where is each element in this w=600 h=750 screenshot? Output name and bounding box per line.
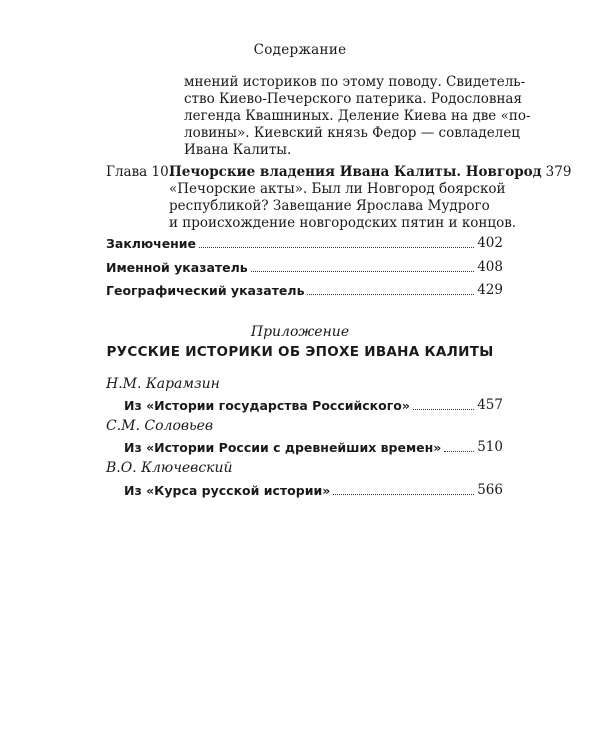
entry-title: Географический указатель	[106, 283, 305, 298]
description-line: легенда Квашниных. Деление Киева на две «по-	[184, 108, 531, 124]
running-head: Содержание	[253, 42, 347, 58]
toc-entry-conclusion	[106, 235, 503, 252]
work-page: 457	[477, 397, 503, 413]
chapter-number: Глава 10.	[106, 164, 173, 180]
dot-leader	[333, 482, 474, 495]
dot-leader	[413, 397, 474, 410]
description-line: «Печорские акты». Был ли Новгород боярской	[169, 181, 506, 197]
description-line: республикой? Завещание Ярослава Мудрого	[169, 198, 490, 214]
chapter-title: Печорские владения Ивана Калиты. Новгород	[169, 164, 542, 180]
dot-leader	[199, 235, 474, 248]
appendix-title: РУССКИЕ ИСТОРИКИ ОБ ЭПОХЕ ИВАНА КАЛИТЫ	[106, 344, 494, 360]
entry-title: Заключение	[106, 236, 197, 251]
description-line: ство Киево-Печерского патерика. Родословная	[184, 91, 523, 107]
chapter-page: 379	[545, 164, 572, 180]
work-klyuchevsky	[124, 482, 503, 499]
entry-page: 402	[477, 235, 503, 251]
author-soloviev: С.М. Соловьев	[106, 418, 214, 434]
description-line: и происхождение новгородских пятин и концов.	[169, 215, 517, 231]
entry-title: Именной указатель	[106, 260, 248, 275]
work-title: Из «Курса русской истории»	[124, 483, 331, 498]
chapter-10-entry	[106, 164, 572, 232]
appendix-label: Приложение	[250, 324, 350, 340]
work-soloviev	[124, 439, 503, 456]
toc-entry-geo-index	[106, 282, 503, 299]
dot-leader	[307, 282, 474, 295]
work-page: 510	[477, 439, 503, 455]
author-klyuchevsky: В.О. Ключевский	[106, 460, 233, 476]
entry-page: 408	[477, 259, 503, 275]
dot-leader	[444, 439, 474, 452]
description-line: мнений историков по этому поводу. Свидетель-	[184, 74, 526, 90]
dot-leader	[251, 259, 475, 272]
toc-entry-name-index	[106, 259, 503, 276]
work-title: Из «Истории России с древнейших времен»	[124, 440, 442, 455]
work-title: Из «Истории государства Российского»	[124, 398, 410, 413]
author-karamzin: Н.М. Карамзин	[106, 376, 220, 392]
chapter-heading-line	[106, 164, 572, 181]
description-line: Ивана Калиты.	[184, 142, 292, 158]
chapter-description	[169, 181, 517, 232]
entry-page: 429	[477, 282, 503, 298]
work-karamzin	[124, 397, 503, 414]
description-line: ловины». Киевский князь Федор — совладелец	[184, 125, 520, 141]
continued-description	[184, 74, 531, 159]
work-page: 566	[477, 482, 503, 498]
